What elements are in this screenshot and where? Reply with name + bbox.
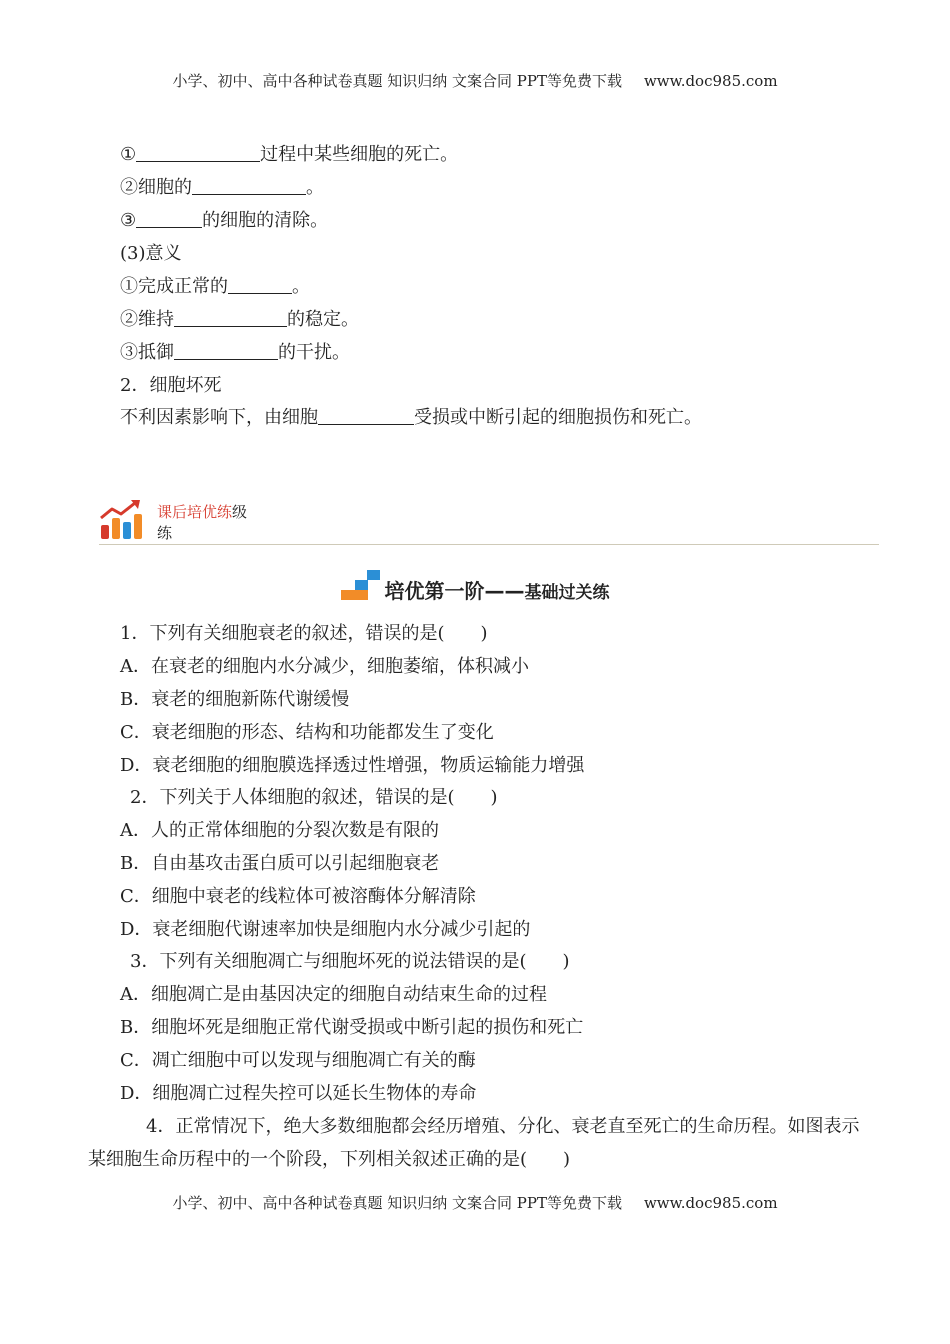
question-1-option-d[interactable] xyxy=(120,755,584,777)
fill-line-4-post: 。 xyxy=(292,276,310,297)
heading-text: (3)意义 xyxy=(120,243,182,264)
fill-line-2 xyxy=(120,177,324,199)
option-text: B．衰老的细胞新陈代谢缓慢 xyxy=(120,689,350,710)
option-text: B．自由基攻击蛋白质可以引起细胞衰老 xyxy=(120,853,440,874)
banner-black-text: 级 xyxy=(232,503,248,521)
fill-line-4 xyxy=(120,276,310,298)
question-1-stem xyxy=(120,623,488,645)
answer-blank[interactable] xyxy=(174,310,287,327)
growth-chart-icon xyxy=(99,498,145,542)
fill-line-3 xyxy=(120,210,328,232)
banner-title xyxy=(157,502,247,544)
option-text: A．细胞凋亡是由基因决定的细胞自动结束生命的过程 xyxy=(120,984,547,1005)
question-2-option-c[interactable] xyxy=(120,886,476,908)
question-1-option-b[interactable] xyxy=(120,689,349,711)
section-heading-necrosis xyxy=(120,375,221,397)
question-stem: 2．下列关于人体细胞的叙述，错误的是( ) xyxy=(130,787,498,808)
question-3-stem xyxy=(130,951,570,973)
option-text: C．凋亡细胞中可以发现与细胞凋亡有关的酶 xyxy=(120,1050,476,1071)
fill-line-5-post: 的稳定。 xyxy=(287,309,359,330)
fill-line-2-post: 。 xyxy=(306,177,324,198)
fill-line-7-post: 受损或中断引起的细胞损伤和死亡。 xyxy=(414,407,702,428)
question-3-option-c[interactable] xyxy=(120,1050,476,1072)
answer-blank[interactable] xyxy=(192,178,306,195)
option-text: C．细胞中衰老的线粒体可被溶酶体分解清除 xyxy=(120,886,476,907)
section-title-sub: 基础过关练 xyxy=(524,583,610,603)
page-footer xyxy=(0,1192,950,1213)
banner-line2: 练 xyxy=(157,524,173,542)
question-3-option-a[interactable] xyxy=(120,984,547,1006)
option-text: A．在衰老的细胞内水分减少，细胞萎缩，体积减小 xyxy=(120,656,529,677)
option-text: D．衰老细胞代谢速率加快是细胞内水分减少引起的 xyxy=(120,919,531,940)
question-2-option-d[interactable] xyxy=(120,919,530,941)
question-4-stem: 4．正常情况下，绝大多数细胞都会经历增殖、分化、衰老直至死亡的生命历程。如图表示某细胞生命历程中的一个阶段，下列相关叙述正确的是( ) xyxy=(88,1116,860,1170)
answer-blank[interactable] xyxy=(228,277,292,294)
option-text: D．细胞凋亡过程失控可以延长生物体的寿命 xyxy=(120,1083,477,1104)
option-text: B．细胞坏死是细胞正常代谢受损或中断引起的损伤和死亡 xyxy=(120,1017,584,1038)
heading-text: 2．细胞坏死 xyxy=(120,375,222,396)
fill-line-3-post: 的细胞的清除。 xyxy=(202,210,329,231)
practice-banner xyxy=(99,498,879,544)
footer-site: www.doc985.com xyxy=(643,1194,778,1212)
question-1-option-c[interactable] xyxy=(120,722,494,744)
fill-line-1-post: 过程中某些细胞的死亡。 xyxy=(260,144,459,165)
section-title xyxy=(0,570,950,604)
footer-text: 小学、初中、高中各种试卷真题 知识归纳 文案合同 PPT等免费下载 xyxy=(172,1194,622,1212)
question-2-option-a[interactable] xyxy=(120,820,439,842)
option-text: C．衰老细胞的形态、结构和功能都发生了变化 xyxy=(120,722,494,743)
fill-line-7-pre: 不利因素影响下，由细胞 xyxy=(120,407,318,428)
option-text: A．人的正常体细胞的分裂次数是有限的 xyxy=(120,820,439,841)
answer-blank[interactable] xyxy=(318,408,414,425)
fill-line-5-pre: ②维持 xyxy=(120,309,174,330)
page-header xyxy=(0,70,950,91)
banner-divider xyxy=(99,544,879,545)
fill-line-3-pre: ③ xyxy=(120,210,137,231)
question-stem: 3．下列有关细胞凋亡与细胞坏死的说法错误的是( ) xyxy=(130,951,570,972)
question-3-option-d[interactable] xyxy=(120,1083,476,1105)
fill-line-6 xyxy=(120,342,350,364)
question-2-stem xyxy=(130,787,498,809)
fill-line-1 xyxy=(120,144,458,166)
stair-blocks-icon xyxy=(341,570,381,602)
fill-line-1-pre: ① xyxy=(120,144,137,165)
banner-red-text: 课后培优练 xyxy=(157,503,233,521)
section-title-main: 培优第一阶—— xyxy=(384,579,525,603)
fill-line-6-pre: ③抵御 xyxy=(120,342,174,363)
question-2-option-b[interactable] xyxy=(120,853,439,875)
fill-line-5 xyxy=(120,309,359,331)
answer-blank[interactable] xyxy=(174,343,278,360)
question-stem: 1．下列有关细胞衰老的叙述，错误的是( ) xyxy=(120,623,488,644)
question-1-option-a[interactable] xyxy=(120,656,529,678)
fill-line-7 xyxy=(120,407,702,429)
option-text: D．衰老细胞的细胞膜选择透过性增强，物质运输能力增强 xyxy=(120,755,585,776)
answer-blank[interactable] xyxy=(136,145,260,162)
header-text: 小学、初中、高中各种试卷真题 知识归纳 文案合同 PPT等免费下载 xyxy=(172,72,622,90)
question-3-option-b[interactable] xyxy=(120,1017,583,1039)
header-site: www.doc985.com xyxy=(643,72,778,90)
fill-line-6-post: 的干扰。 xyxy=(278,342,350,363)
fill-line-2-pre: ②细胞的 xyxy=(120,177,192,198)
answer-blank[interactable] xyxy=(136,211,202,228)
section-heading-meaning xyxy=(120,243,182,265)
fill-line-4-pre: ①完成正常的 xyxy=(120,276,228,297)
